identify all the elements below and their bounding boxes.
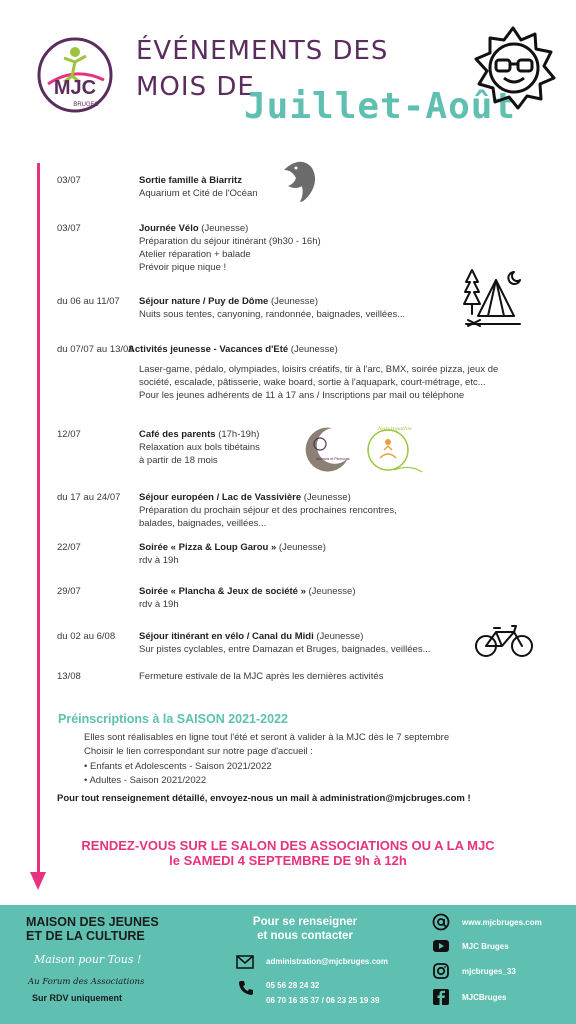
- preinscriptions-line: Elles sont réalisables en ligne tout l'été et seront à valider à la MJC dès le 7 septembre: [84, 732, 450, 743]
- footer-email[interactable]: administration@mjcbruges.com: [266, 957, 389, 966]
- facebook-icon: [432, 988, 450, 1006]
- event-date: 29/07: [57, 586, 81, 597]
- naturopathe-label: Naturopathie: [378, 426, 412, 432]
- footer-slogan: Maison pour Tous !: [34, 953, 142, 966]
- event-date: du 07/07 au 13/08: [57, 344, 134, 355]
- event-title: Soirée « Plancha & Jeux de société » (Jeunesse): [139, 586, 356, 597]
- logo-subtext: BRUGES: [73, 102, 99, 108]
- event-title: Séjour itinérant en vélo / Canal du Midi (Jeunesse): [139, 631, 364, 642]
- preinscriptions-title: Préinscriptions à la SAISON 2021-2022: [58, 712, 288, 726]
- footer-forum: Au Forum des Associations: [28, 977, 145, 987]
- footer-phone[interactable]: 06 70 16 35 37 / 06 23 25 19 39: [266, 996, 380, 1005]
- rdv-banner-line1: RENDEZ-VOUS SUR LE SALON DES ASSOCIATIONS OU A LA MJC: [81, 838, 495, 853]
- event-description: Préparation du séjour itinérant (9h30 - 16h) Atelier réparation + balade Prévoir pique nique !: [139, 236, 321, 273]
- event-description: rdv à 19h: [139, 555, 179, 566]
- event-title: Soirée « Pizza & Loup Garou » (Jeunesse): [139, 542, 326, 553]
- event-description: Nuits sous tentes, canyoning, randonnée, baignades, veillées...: [139, 309, 406, 320]
- event-title: Séjour nature / Puy de Dôme (Jeunesse): [139, 296, 318, 307]
- logo-text: MJC: [53, 77, 97, 99]
- footer-phone[interactable]: 05 56 28 24 32: [266, 981, 320, 990]
- event-date: 22/07: [57, 542, 81, 553]
- event-title: Journée Vélo (Jeunesse): [139, 223, 249, 234]
- link-enfants-adolescents[interactable]: • Enfants et Adolescents - Saison 2021/2022: [84, 760, 272, 774]
- mamans-pitchouns-label: Mamans et Pitchouns: [316, 457, 350, 461]
- campfire-tent-icon: [462, 266, 524, 328]
- event-date: du 17 au 24/07: [57, 492, 121, 503]
- footer-contact-title: Pour se renseigner et nous contacter: [252, 916, 358, 942]
- dolphin-icon: [282, 156, 322, 206]
- mail-icon: [236, 955, 254, 969]
- event-description: rdv à 19h: [139, 599, 179, 610]
- youtube-icon: [432, 937, 450, 955]
- timeline-line: [37, 163, 40, 878]
- footer-rdv: Sur RDV uniquement: [32, 993, 123, 1003]
- bicycle-icon: [474, 620, 534, 660]
- preinscriptions-text: [84, 731, 449, 759]
- at-sign-icon: [432, 913, 450, 931]
- event-description: Préparation du prochain séjour et des prochaines rencontres, balades, baignades, veillées...: [139, 505, 397, 529]
- footer-org-name: MAISON DES JEUNES ET DE LA CULTURE: [26, 915, 159, 943]
- naturopathe-logo: [364, 420, 424, 478]
- footer-instagram[interactable]: mjcbruges_33: [462, 967, 516, 976]
- event-date: 03/07: [57, 223, 81, 234]
- preinscriptions-line: Choisir le lien correspondant sur notre page d'accueil :: [84, 746, 313, 757]
- mamans-pitchouns-logo: [302, 424, 352, 474]
- event-date: 12/07: [57, 429, 81, 440]
- page-title-highlight: Juillet-Août: [244, 86, 517, 127]
- page-title-line2: MOIS DE: [136, 72, 255, 102]
- event-date: 03/07: [57, 175, 81, 186]
- event-title: Séjour européen / Lac de Vassivière (Jeunesse): [139, 492, 351, 503]
- event-title: Fermeture estivale de la MJC après les dernières activités: [139, 671, 384, 682]
- phone-icon: [238, 980, 254, 996]
- event-description: Relaxation aux bols tibétains à partir de 18 mois: [139, 442, 260, 466]
- event-date: du 06 au 11/07: [57, 296, 120, 307]
- mjc-logo: [36, 36, 114, 114]
- preinscriptions-links: [84, 760, 272, 788]
- event-description: Sur pistes cyclables, entre Damazan et Bruges, baignades, veillées...: [139, 644, 431, 655]
- event-description: Laser-game, pédalo, olympiades, loisirs créatifs, tir à l'arc, BMX, soirée pizza, jeux de société, escalade, pâtisserie, wake board, sortie à l'aquapark, court-métrage, etc... Pour les jeunes adhérents de 11 à 17 ans / Inscriptions par mail ou téléphone: [139, 364, 499, 401]
- event-title: Café des parents (17h-19h): [139, 429, 260, 440]
- sun-sunglasses-icon: [468, 22, 558, 112]
- footer-facebook[interactable]: MJCBruges: [462, 993, 507, 1002]
- footer: [0, 905, 576, 1024]
- timeline-arrow-icon: [30, 872, 46, 890]
- event-title: Sortie famille à Biarritz: [139, 175, 242, 186]
- preinscriptions-contact: Pour tout renseignement détaillé, envoyez-nous un mail à administration@mjcbruges.com !: [57, 793, 471, 804]
- footer-youtube[interactable]: MJC Bruges: [462, 942, 509, 951]
- rdv-banner-line2: le SAMEDI 4 SEPTEMBRE DE 9h à 12h: [169, 853, 407, 868]
- instagram-icon: [432, 962, 450, 980]
- event-date: du 02 au 6/08: [57, 631, 116, 642]
- link-adultes[interactable]: • Adultes - Saison 2021/2022: [84, 774, 272, 788]
- page-title-line1: ÉVÉNEMENTS DES: [136, 36, 389, 66]
- footer-website[interactable]: www.mjcbruges.com: [462, 918, 542, 927]
- event-title: Activités jeunesse - Vacances d'Eté (Jeunesse): [128, 344, 338, 355]
- event-description: Aquarium et Cité de l'Océan: [139, 188, 258, 199]
- event-date: 13/08: [57, 671, 81, 682]
